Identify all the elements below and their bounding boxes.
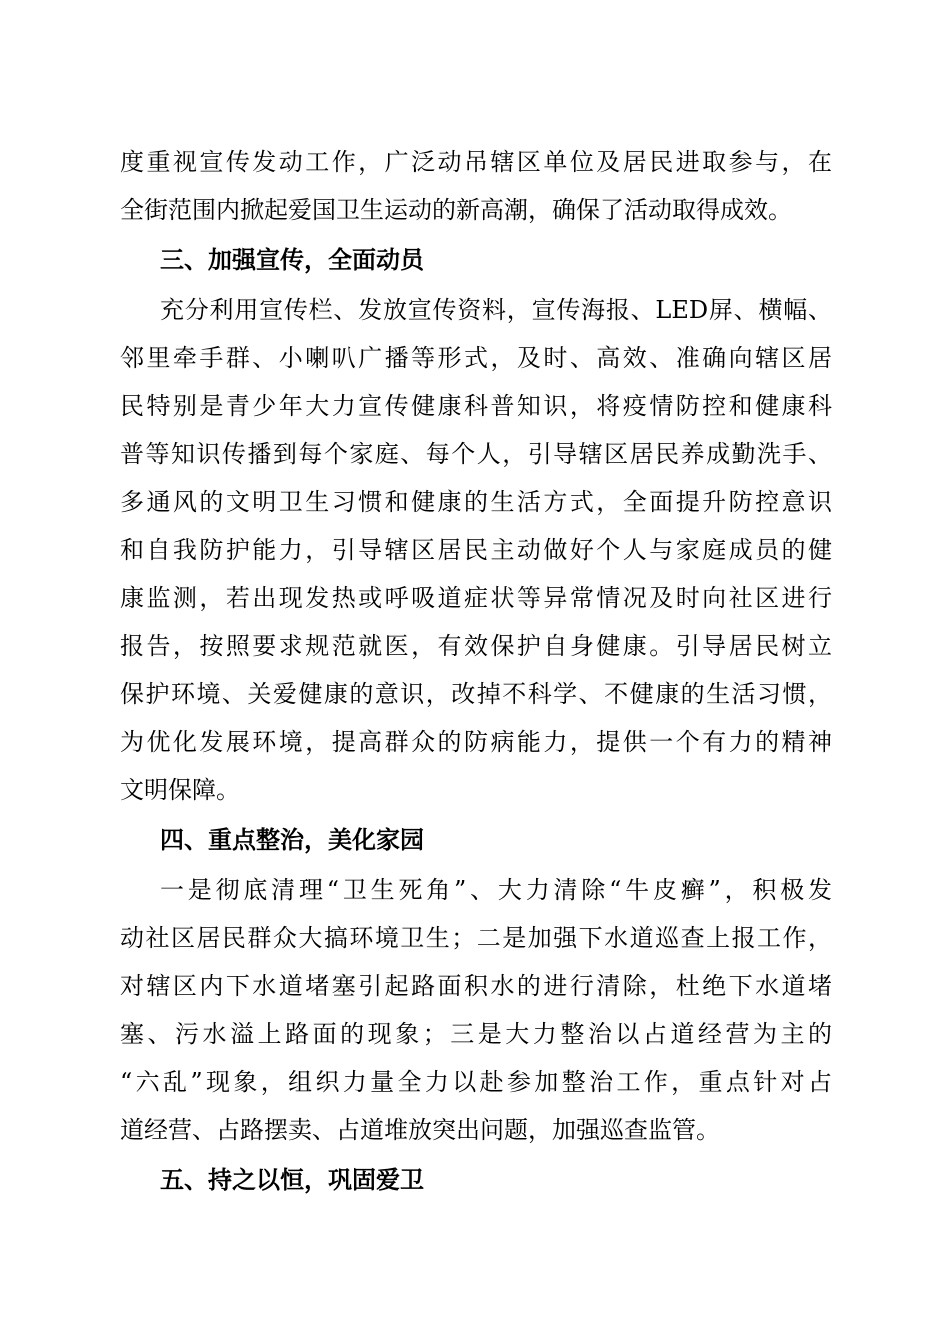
text-line: 文明保障。 <box>120 776 240 804</box>
text-line: 道经营、占路摆卖、占道堆放突出问题，加强巡查监管。 <box>120 1116 720 1144</box>
text-line: 邻里牵手群、小喇叭广播等形式，及时、高效、准确向辖区居 <box>120 344 832 372</box>
text-line: 民特别是青少年大力宣传健康科普知识，将疫情防控和健康科 <box>120 392 832 420</box>
text-line: 报告，按照要求规范就医，有效保护自身健康。引导居民树立 <box>120 632 832 660</box>
section-heading-4: 四、重点整治，美化家园 <box>160 826 424 854</box>
text-line: 多通风的文明卫生习惯和健康的生活方式，全面提升防控意识 <box>120 488 832 516</box>
text-line: 塞、污水溢上路面的现象；三是大力整治以占道经营为主的 <box>120 1020 832 1048</box>
text-line: 充分利用宣传栏、发放宣传资料，宣传海报、LED屏、横幅、 <box>160 296 832 324</box>
section-heading-5: 五、持之以恒，巩固爱卫 <box>160 1166 424 1194</box>
section-heading-3: 三、加强宣传，全面动员 <box>160 246 424 274</box>
text-line: 普等知识传播到每个家庭、每个人，引导辖区居民养成勤洗手、 <box>120 440 832 468</box>
paragraph-rectification <box>120 866 832 1154</box>
text-line: 全街范围内掀起爱国卫生运动的新高潮，确保了活动取得成效。 <box>120 196 792 224</box>
text-line: 一是彻底清理“卫生死角”、大力清除“牛皮癣”，积极发 <box>160 876 832 904</box>
paragraph-continued <box>120 138 832 234</box>
text-line: 保护环境、关爱健康的意识，改掉不科学、不健康的生活习惯， <box>120 680 832 708</box>
text-line: 动社区居民群众大搞环境卫生；二是加强下水道巡查上报工作， <box>120 924 832 952</box>
paragraph-publicity <box>120 286 832 814</box>
text-line: “六乱”现象，组织力量全力以赴参加整治工作，重点针对占 <box>120 1068 832 1096</box>
text-line: 康监测，若出现发热或呼吸道症状等异常情况及时向社区进行 <box>120 584 832 612</box>
text-line: 度重视宣传发动工作，广泛动吊辖区单位及居民进取参与，在 <box>120 148 832 176</box>
text-line: 对辖区内下水道堵塞引起路面积水的进行清除，杜绝下水道堵 <box>120 972 832 1000</box>
document-body <box>120 138 832 1206</box>
text-line: 为优化发展环境，提高群众的防病能力，提供一个有力的精神 <box>120 728 832 756</box>
text-line: 和自我防护能力，引导辖区居民主动做好个人与家庭成员的健 <box>120 536 832 564</box>
